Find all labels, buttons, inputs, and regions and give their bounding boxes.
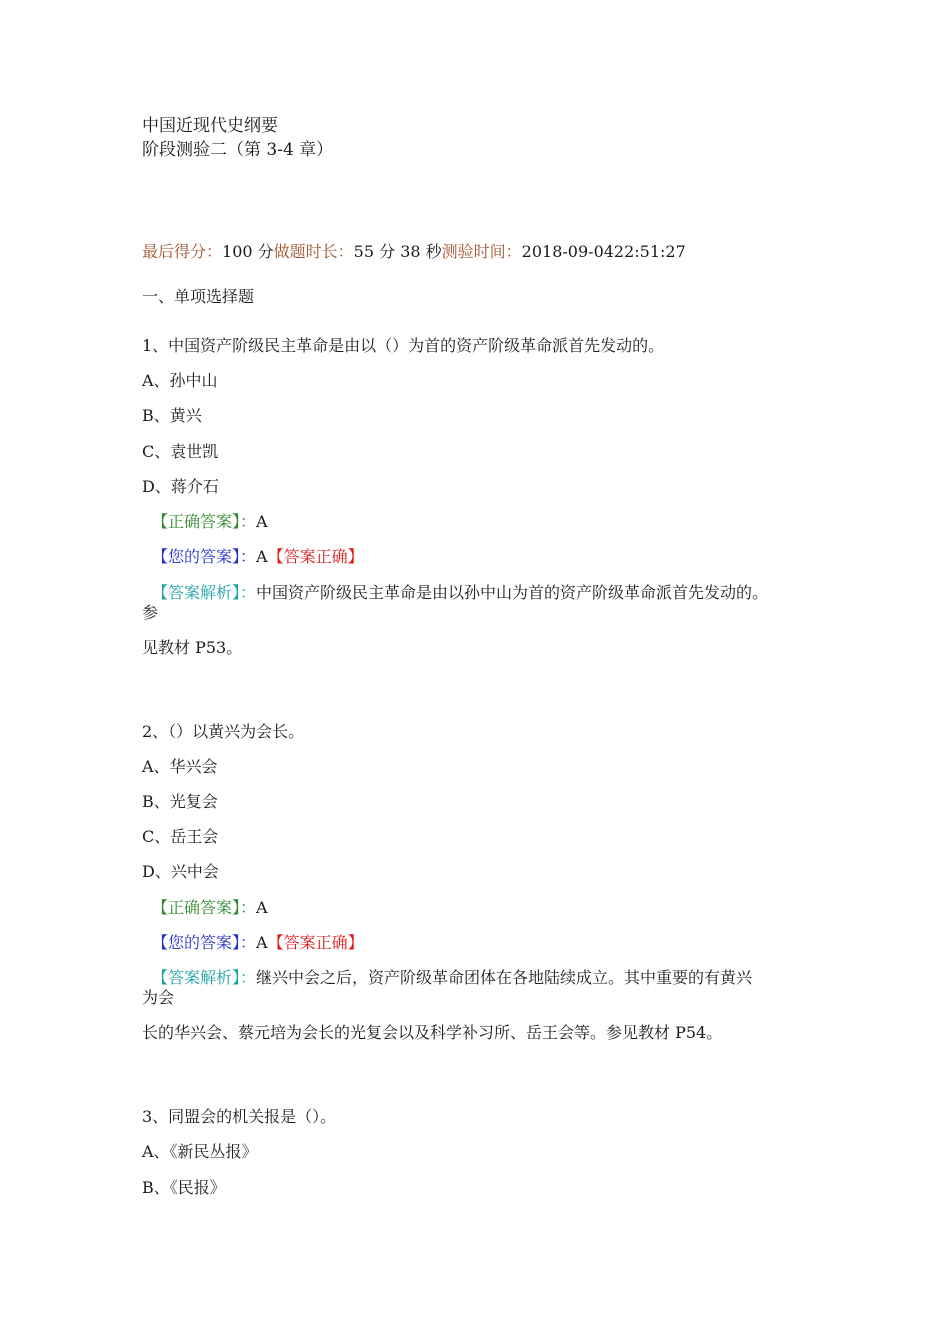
question-1-option-a: A、孙中山 — [142, 371, 218, 390]
question-1-option-b: B、黄兴 — [142, 406, 202, 425]
duration-label: 做题时长： — [273, 242, 354, 261]
explanation-text: 中国资产阶级民主革命是由以孙中山为首的资产阶级革命派首先发动的。 — [256, 583, 769, 602]
test-time-value: 2018-09-0422:51:27 — [521, 242, 686, 261]
question-1-explanation-cont: 见教材 P53。 — [142, 638, 243, 657]
correct-answer-value: A — [256, 512, 268, 531]
question-2-explanation-cont: 长的华兴会、蔡元培为会长的光复会以及科学补习所、岳王会等。参见教材 P54。 — [142, 1023, 723, 1042]
question-1-option-d: D、蒋介石 — [142, 477, 219, 496]
question-2-option-c: C、岳王会 — [142, 827, 219, 846]
duration-value: 55 分 38 秒 — [353, 242, 442, 261]
quiz-title: 阶段测验二（第 3-4 章） — [142, 140, 334, 160]
question-3-option-b: B、《民报》 — [142, 1178, 226, 1197]
question-2-your-answer — [152, 932, 364, 954]
question-3-stem: 3、同盟会的机关报是（）。 — [142, 1107, 337, 1126]
your-answer-value: A — [256, 933, 268, 952]
your-answer-label: 【您的答案】： — [152, 547, 257, 566]
correct-answer-label: 【正确答案】： — [152, 898, 257, 917]
explanation-label: 【答案解析】： — [152, 968, 257, 987]
question-1-your-answer — [152, 546, 364, 568]
question-2-explanation — [152, 967, 752, 989]
question-3-option-a: A、《新民丛报》 — [142, 1142, 258, 1161]
question-2-correct-answer — [152, 897, 268, 919]
explanation-label: 【答案解析】： — [152, 583, 257, 602]
your-answer-value: A — [256, 547, 268, 566]
question-1-correct-answer — [152, 511, 268, 533]
question-2-option-d: D、兴中会 — [142, 862, 219, 881]
answer-correct-badge: 【答案正确】 — [267, 933, 364, 952]
explanation-text: 继兴中会之后，资产阶级革命团体在各地陆续成立。其中重要的有黄兴 — [256, 968, 753, 987]
your-answer-label: 【您的答案】： — [152, 933, 257, 952]
question-1-explanation-wrap: 参 — [142, 603, 159, 622]
test-time-label: 测验时间： — [441, 242, 522, 261]
course-title: 中国近现代史纲要 — [142, 116, 278, 136]
question-1-option-c: C、袁世凯 — [142, 442, 219, 461]
score-label: 最后得分： — [142, 242, 223, 261]
section-title: 一、单项选择题 — [142, 287, 255, 306]
correct-answer-value: A — [256, 898, 268, 917]
question-2-option-b: B、光复会 — [142, 792, 218, 811]
question-1-stem: 1、中国资产阶级民主革命是由以（）为首的资产阶级革命派首先发动的。 — [142, 336, 665, 355]
result-summary — [142, 241, 686, 263]
correct-answer-label: 【正确答案】： — [152, 512, 257, 531]
answer-correct-badge: 【答案正确】 — [267, 547, 364, 566]
score-value: 100 分 — [222, 242, 274, 261]
question-2-option-a: A、华兴会 — [142, 757, 218, 776]
question-1-explanation — [152, 582, 768, 604]
question-2-stem: 2、（）以黄兴为会长。 — [142, 722, 305, 741]
question-2-explanation-wrap: 为会 — [142, 988, 175, 1007]
